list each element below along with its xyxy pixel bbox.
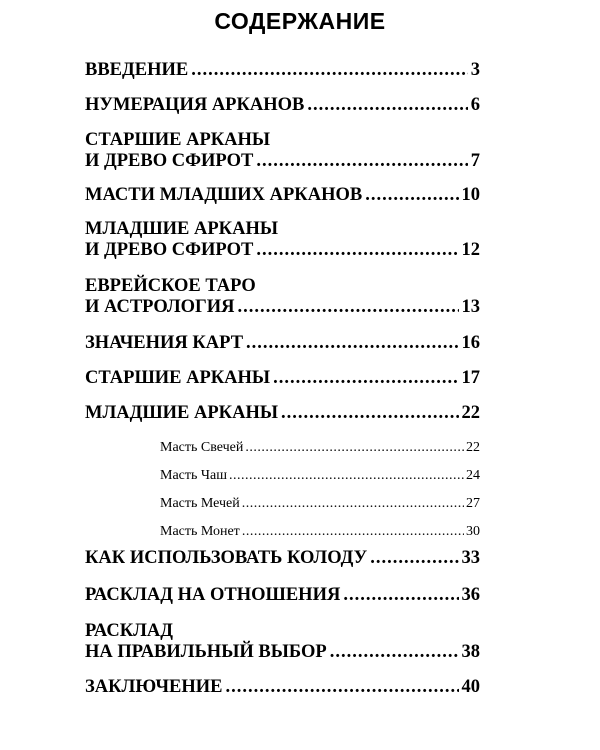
leader-dots	[330, 642, 459, 663]
subentry-title: Масть Свечей	[160, 440, 244, 455]
leader-dots	[242, 524, 464, 540]
entry-title-line1: ЕВРЕЙСКОЕ ТАРО	[85, 276, 256, 296]
entry-title-line1: РАСКЛАД	[85, 621, 174, 641]
toc-subentry-suit-swords[interactable]	[160, 496, 480, 512]
entry-title: ВВЕДЕНИЕ	[85, 60, 189, 80]
toc-entry-minor-arcana-suits[interactable]	[85, 185, 480, 206]
entry-title-line2: И ДРЕВО СФИРОТ	[85, 151, 254, 171]
entry-title: СТАРШИЕ АРКАНЫ	[85, 368, 271, 388]
entry-title: РАСКЛАД НА ОТНОШЕНИЯ	[85, 585, 341, 605]
page-number: 10	[461, 185, 480, 205]
toc-entry-introduction[interactable]	[85, 60, 480, 81]
entry-title: ЗАКЛЮЧЕНИЕ	[85, 677, 223, 697]
entry-title-line2: И АСТРОЛОГИЯ	[85, 297, 235, 317]
toc-entry-using-the-deck[interactable]	[85, 548, 480, 569]
entry-title-line1: СТАРШИЕ АРКАНЫ	[85, 130, 271, 150]
entry-title: ЗНАЧЕНИЯ КАРТ	[85, 333, 244, 353]
page-title: СОДЕРЖАНИЕ	[214, 8, 386, 34]
page-number: 12	[461, 240, 480, 260]
page-number: 7	[470, 151, 480, 171]
leader-dots	[307, 95, 467, 116]
page-number: 33	[461, 548, 480, 568]
subentry-title: Масть Мечей	[160, 496, 240, 511]
entry-title: КАК ИСПОЛЬЗОВАТЬ КОЛОДУ	[85, 548, 368, 568]
leader-dots	[281, 403, 459, 424]
leader-dots	[256, 240, 458, 261]
page-number: 38	[461, 642, 480, 662]
leader-dots	[191, 60, 468, 81]
leader-dots	[273, 368, 458, 389]
leader-dots	[226, 677, 459, 698]
toc-entry-conclusion[interactable]	[85, 677, 480, 698]
entry-title: МАСТИ МЛАДШИХ АРКАНОВ	[85, 185, 363, 205]
toc-entry-card-meanings[interactable]	[85, 333, 480, 354]
toc-entry-arcana-numbering[interactable]	[85, 95, 480, 116]
entry-title-line1: МЛАДШИЕ АРКАНЫ	[85, 219, 278, 239]
leader-dots	[229, 468, 464, 484]
toc-entry-major-arcana-sephirot[interactable]	[85, 130, 480, 172]
entry-title-line2: НА ПРАВИЛЬНЫЙ ВЫБОР	[85, 642, 327, 662]
page-number: 3	[470, 60, 480, 80]
leader-dots	[245, 440, 464, 456]
entry-title: НУМЕРАЦИЯ АРКАНОВ	[85, 95, 305, 115]
page-number: 6	[470, 95, 480, 115]
page-number: 36	[461, 585, 480, 605]
toc-entry-right-choice-spread[interactable]	[85, 621, 480, 663]
leader-dots	[370, 548, 458, 569]
toc-entry-minor-arcana-sephirot[interactable]	[85, 219, 480, 261]
page-number: 27	[466, 496, 480, 511]
leader-dots	[365, 185, 458, 206]
page-number: 24	[466, 468, 480, 483]
leader-dots	[343, 585, 458, 606]
leader-dots	[256, 151, 467, 172]
page-number: 40	[461, 677, 480, 697]
leader-dots	[246, 333, 458, 354]
subentry-title: Масть Чаш	[160, 468, 227, 483]
page-number: 30	[466, 524, 480, 539]
toc-entry-minor-arcana[interactable]	[85, 403, 480, 424]
toc-subentry-suit-cups[interactable]	[160, 468, 480, 484]
toc-subentry-suit-candles[interactable]	[160, 440, 480, 456]
page-number: 22	[461, 403, 480, 423]
page-number: 16	[461, 333, 480, 353]
entry-title-line2: И ДРЕВО СФИРОТ	[85, 240, 254, 260]
page-number: 22	[466, 440, 480, 455]
toc-entry-hebrew-tarot-astrology[interactable]	[85, 276, 480, 318]
entry-title: МЛАДШИЕ АРКАНЫ	[85, 403, 278, 423]
subentry-title: Масть Монет	[160, 524, 240, 539]
toc-entry-relationship-spread[interactable]	[85, 585, 480, 606]
leader-dots	[242, 496, 464, 512]
page-number: 17	[461, 368, 480, 388]
leader-dots	[238, 297, 459, 318]
toc-subentry-suit-coins[interactable]	[160, 524, 480, 540]
page-number: 13	[461, 297, 480, 317]
toc-entry-major-arcana[interactable]	[85, 368, 480, 389]
